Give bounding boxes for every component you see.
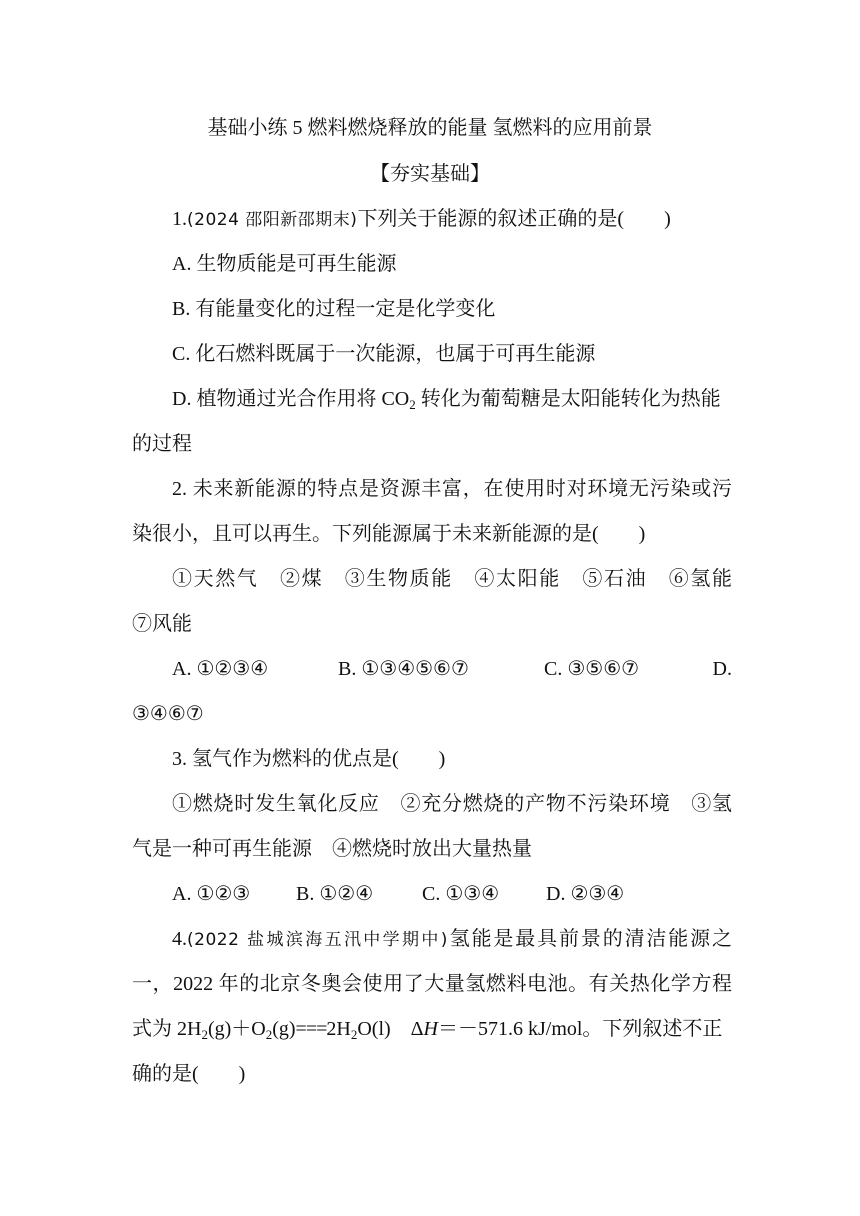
question-number: 3. xyxy=(172,748,187,770)
question-3-options xyxy=(172,880,732,908)
question-1-stem xyxy=(172,205,772,234)
question-4-stem-line3: 式为 $2H_2(g)+O_2(g)===2H_2O(l)$ ΔH＝－571.6 kJ/mol。下列叙述不正 xyxy=(132,1018,723,1042)
option-d-label: D. xyxy=(712,658,732,680)
question-text: 氢能是最具前景的清洁能源之 xyxy=(447,928,732,950)
question-2-stem-line2: 染很小，且可以再生。下列能源属于未来新能源的是( ) xyxy=(132,523,646,545)
question-text: 未来新能源的特点是资源丰富，在使用时对环境无污染或污 xyxy=(192,478,733,500)
option-a: A. ①②③ xyxy=(172,883,251,905)
question-4-stem-line1 xyxy=(172,925,732,954)
option-c: C. ③⑤⑥⑦ xyxy=(544,658,640,680)
question-3-items-line1: ①燃烧时发生氧化反应 ②充分燃烧的产物不污染环境 ③氢 xyxy=(172,793,732,815)
question-number: 1. xyxy=(172,208,187,230)
option-c: C. ①③④ xyxy=(422,883,500,905)
question-2-options xyxy=(172,655,732,683)
section-heading: 【夯实基础】 xyxy=(370,163,490,185)
question-1-option-d: D. 植物通过光合作用将 $CO_2$ 转化为葡萄糖是太阳能转化为热能 xyxy=(172,388,721,412)
option-d-text: ③④⑥⑦ xyxy=(132,703,204,725)
option-b: B. ①②④ xyxy=(296,883,374,905)
question-1-option-d-cont: 的过程 xyxy=(132,433,192,455)
question-1-option-c: C. 化石燃料既属于一次能源，也属于可再生能源 xyxy=(172,343,596,365)
option-d: D. ②③④ xyxy=(546,883,625,905)
question-4-stem-line4: 确的是( ) xyxy=(132,1063,246,1085)
question-2-items-line2: ⑦风能 xyxy=(132,613,192,635)
question-source: (2024 邵阳新邵期末) xyxy=(187,210,358,230)
option-a: A. ①②③④ xyxy=(172,658,269,680)
question-1-option-b: B. 有能量变化的过程一定是化学变化 xyxy=(172,298,496,320)
question-3-stem xyxy=(172,745,772,773)
question-1-option-a: A. 生物质能是可再生能源 xyxy=(172,253,397,275)
question-text: 下列关于能源的叙述正确的是( ) xyxy=(357,208,671,230)
page-title: 基础小练 5 燃料燃烧释放的能量 氢燃料的应用前景 xyxy=(207,117,653,139)
question-text: 氢气作为燃料的优点是( ) xyxy=(192,748,446,770)
question-3-items-line2: 气是一种可再生能源 ④燃烧时放出大量热量 xyxy=(132,838,532,860)
question-4-stem-line2: 一，2022 年的北京冬奥会使用了大量氢燃料电池。有关热化学方程 xyxy=(132,973,732,995)
question-number: 4. xyxy=(172,928,187,950)
option-b: B. ①③④⑤⑥⑦ xyxy=(338,658,469,680)
question-2-stem-line1 xyxy=(172,475,732,503)
question-source: (2022 盐城滨海五汛中学期中) xyxy=(187,930,448,950)
question-number: 2. xyxy=(172,478,187,500)
question-2-items-line1: ①天然气 ②煤 ③生物质能 ④太阳能 ⑤石油 ⑥氢能 xyxy=(172,568,732,590)
